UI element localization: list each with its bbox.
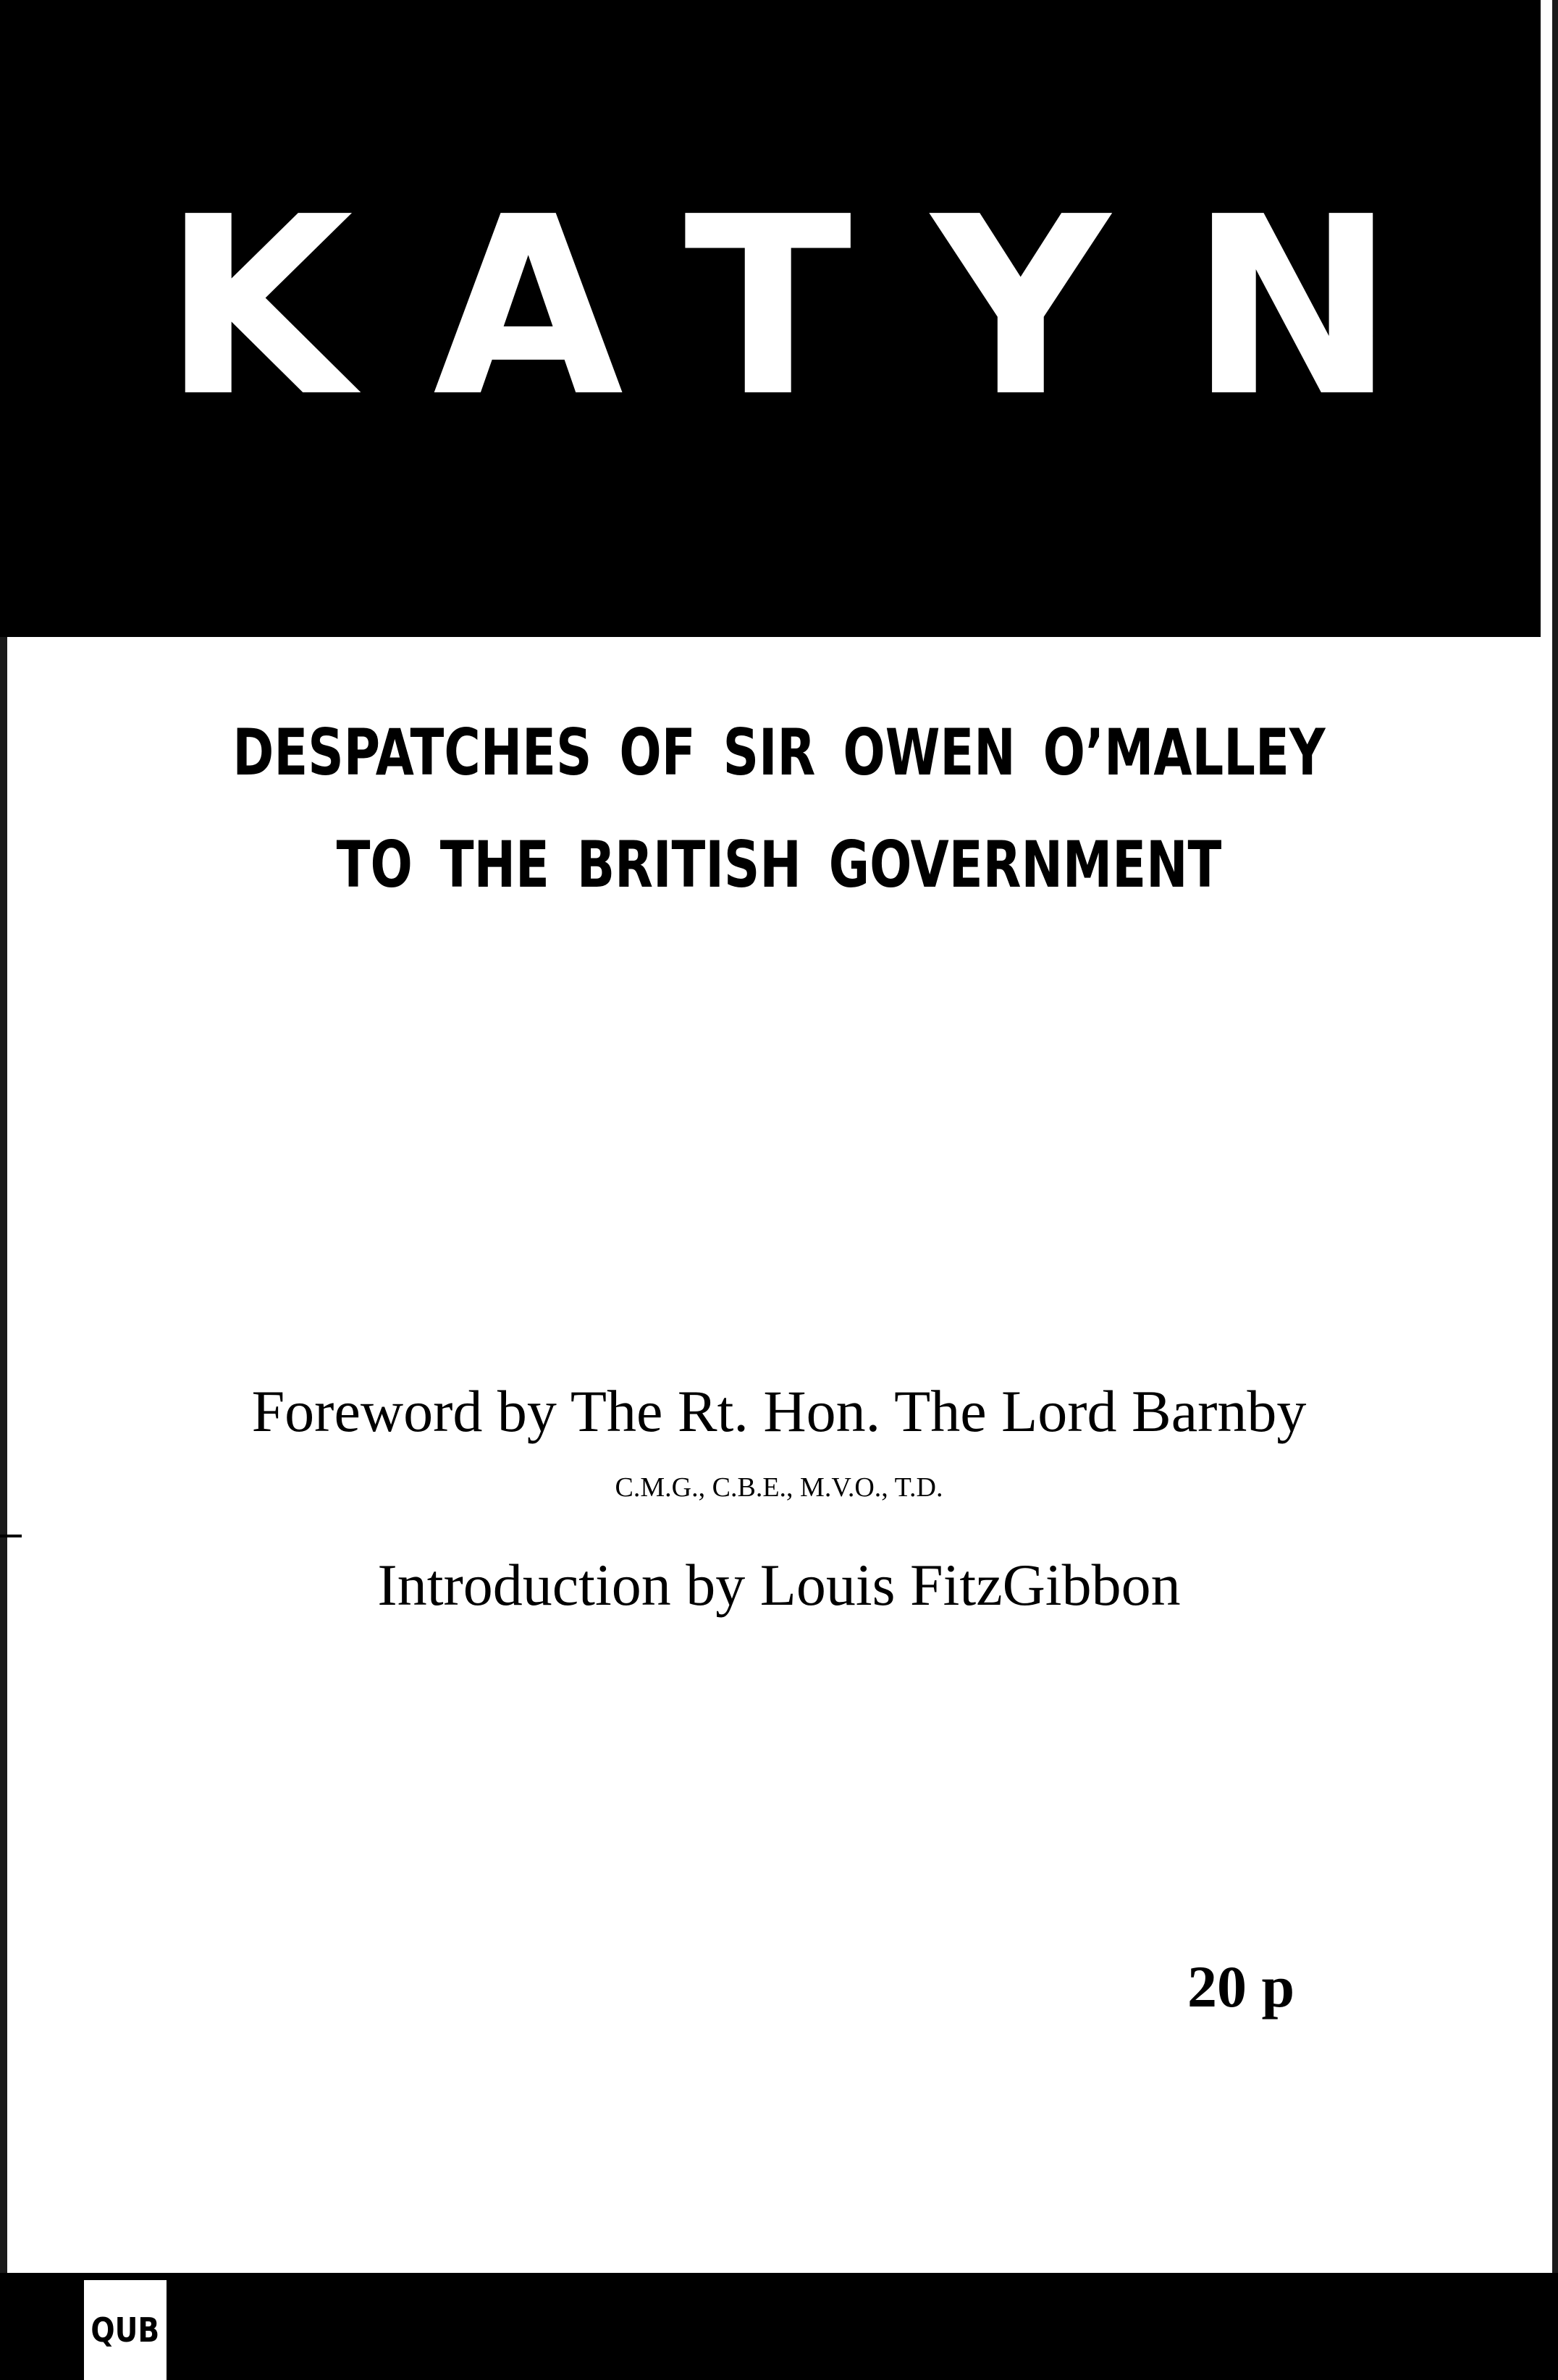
bottom-band [0, 2273, 1558, 2380]
price-label: 20 p [1187, 1954, 1295, 2020]
foreword-credit: Foreword by The Rt. Hon. The Lord Barnby [251, 1378, 1307, 1444]
library-label [80, 2280, 167, 2380]
foreword-honours: C.M.G., C.B.E., M.V.O., T.D. [615, 1472, 943, 1503]
binding-mark [0, 1535, 22, 1537]
subtitle-line-2: TO THE BRITISH GOVERNMENT [336, 827, 1222, 902]
introduction-credit: Introduction by Louis FitzGibbon [377, 1552, 1181, 1618]
cover-title: KATYN [162, 164, 1475, 451]
subtitle-line-1: DESPATCHES OF SIR OWEN O’MALLEY [232, 715, 1326, 790]
library-label-text: QUB [90, 2311, 160, 2350]
